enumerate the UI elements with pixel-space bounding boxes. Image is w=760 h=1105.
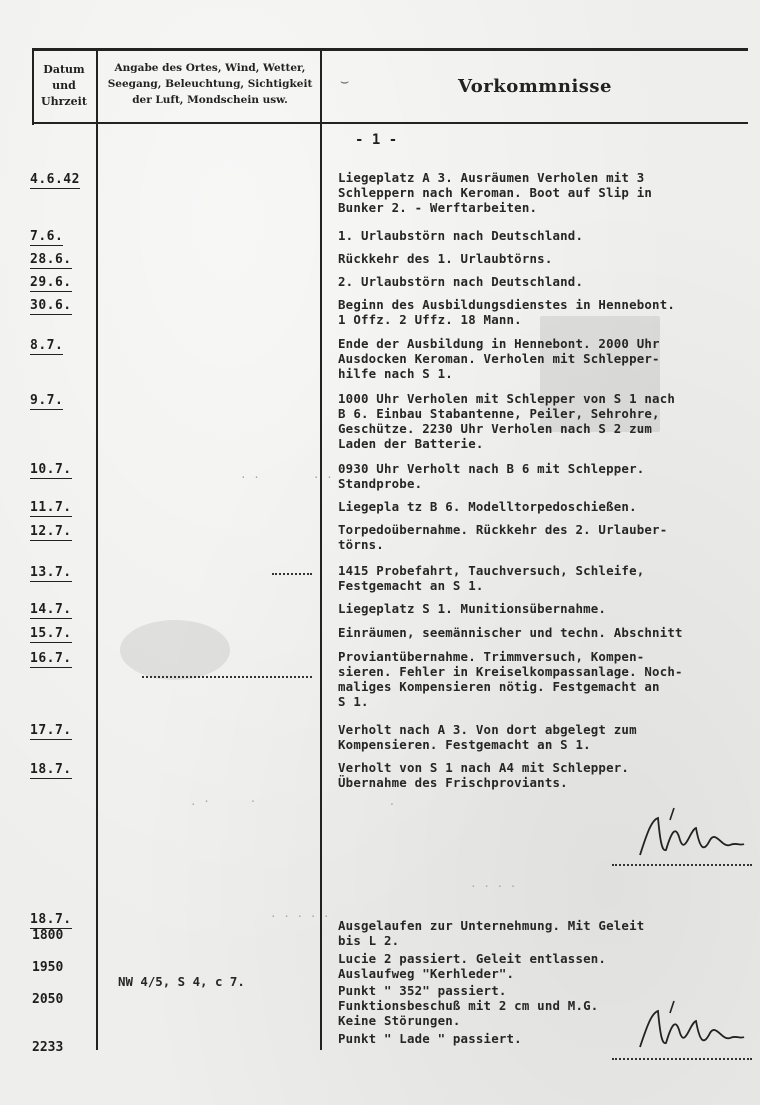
entry-date: 16.7. — [30, 651, 72, 666]
header-vorkommnisse: Vorkommnisse — [457, 76, 613, 97]
departure-time: 1950 — [32, 960, 64, 975]
bleed-text-3: · · · · · — [270, 910, 330, 923]
entry-text: Liegepla tz B 6. Modelltorpedoschießen. — [338, 499, 637, 514]
entry-text: 2. Urlaubstörn nach Deutschland. — [338, 274, 584, 289]
entry-text: Einräumen, seemännischer und techn. Abschnitt — [338, 625, 683, 640]
entry-date: 11.7. — [30, 500, 72, 515]
column-divider-2 — [320, 50, 322, 1050]
signature-1 — [630, 800, 750, 870]
weather-note: NW 4/5, S 4, c 7. — [118, 974, 245, 989]
entry-date: 12.7. — [30, 524, 72, 539]
bleed-text-2: . . . . — [240, 468, 333, 481]
departure-entry: Lucie 2 passiert. Geleit entlassen. Auslaufweg "Kerhleder". — [338, 951, 607, 981]
header-tick-mark: ⌣ — [340, 74, 350, 90]
entry-date: 13.7. — [30, 565, 72, 580]
page-number: - 1 - — [355, 132, 398, 148]
header-datum: Datum und Uhrzeit — [41, 63, 87, 108]
bleed-text-4: · · · · — [470, 880, 517, 893]
column-divider-1 — [96, 50, 98, 1050]
bleed-text: . · · . — [190, 795, 396, 808]
entry-text: Verholt nach A 3. Von dort abgelegt zum Kompensieren. Festgemacht an S 1. — [338, 722, 637, 752]
entry-text: Proviantübernahme. Trimmversuch, Kompen- sieren. Fehler in Kreiselkompassanlage. Noch- maliges Kompensieren nötig. Festgemacht an S 1. — [338, 649, 683, 709]
entry-text: 1. Urlaubstörn nach Deutschland. — [338, 228, 584, 243]
entry-text: 1415 Probefahrt, Tauchversuch, Schleife, Festgemacht an S 1. — [338, 563, 645, 593]
dotted-line-mid — [272, 573, 312, 575]
dotted-line-left — [142, 676, 312, 678]
top-rule — [32, 48, 748, 51]
entry-text: Verholt von S 1 nach A4 mit Schlepper. Übernahme des Frischproviants. — [338, 760, 630, 790]
entry-date: 8.7. — [30, 338, 64, 353]
entry-date: 15.7. — [30, 626, 72, 641]
entry-date: 18.7. — [30, 762, 72, 777]
departure-time: 2050 — [32, 992, 64, 1007]
entry-text: 0930 Uhr Verholt nach B 6 mit Schlepper. Standprobe. — [338, 461, 645, 491]
entry-date: 9.7. — [30, 393, 64, 408]
entry-date: 10.7. — [30, 462, 72, 477]
departure-time: 1800 — [32, 928, 64, 943]
entry-text: Torpedoübernahme. Rückkehr des 2. Urlauber- törns. — [338, 522, 668, 552]
entry-text: Beginn des Ausbildungsdienstes in Hennebont. 1 Offz. 2 Uffz. 18 Mann. — [338, 297, 676, 327]
header-ort: Angabe des Ortes, Wind, Wetter, Seegang, Beleuchtung, Sichtigkeit der Luft, Mondschein usw. — [107, 62, 313, 106]
entry-text: Rückkehr des 1. Urlaubtörns. — [338, 251, 553, 266]
entry-date: 7.6. — [30, 229, 64, 244]
entry-date: 4.6.42 — [30, 172, 80, 187]
departure-entry: Ausgelaufen zur Unternehmung. Mit Geleit bis L 2. — [338, 918, 645, 948]
entry-text: Liegeplatz A 3. Ausräumen Verholen mit 3 Schleppern nach Keroman. Boot auf Slip in Bunker 2. - Werftarbeiten. — [338, 170, 653, 215]
bleed-smudge — [120, 620, 230, 680]
departure-date: 18.7. — [30, 912, 72, 927]
departure-entry: Punkt " 352" passiert. Funktionsbeschuß mit 2 cm und M.G. Keine Störungen. — [338, 983, 599, 1028]
entry-text: Liegeplatz S 1. Munitionsübernahme. — [338, 601, 607, 616]
entry-text: Ende der Ausbildung in Hennebont. 2000 Uhr Ausdocken Keroman. Verholen mit Schlepper- hilfe nach S 1. — [338, 336, 660, 381]
header-bottom-rule — [32, 122, 748, 124]
departure-time: 2233 — [32, 1040, 64, 1055]
entry-text: 1000 Uhr Verholen mit Schlepper von S 1 nach B 6. Einbau Stabantenne, Peiler, Sehrohre, Geschütze. 2230 Uhr Verholen nach S 2 zum Laden der Batterie. — [338, 391, 676, 451]
entry-date: 28.6. — [30, 252, 72, 267]
departure-entry: Punkt " Lade " passiert. — [338, 1031, 522, 1046]
entry-date: 17.7. — [30, 723, 72, 738]
entry-date: 14.7. — [30, 602, 72, 617]
entry-date: 29.6. — [30, 275, 72, 290]
entry-date: 30.6. — [30, 298, 72, 313]
